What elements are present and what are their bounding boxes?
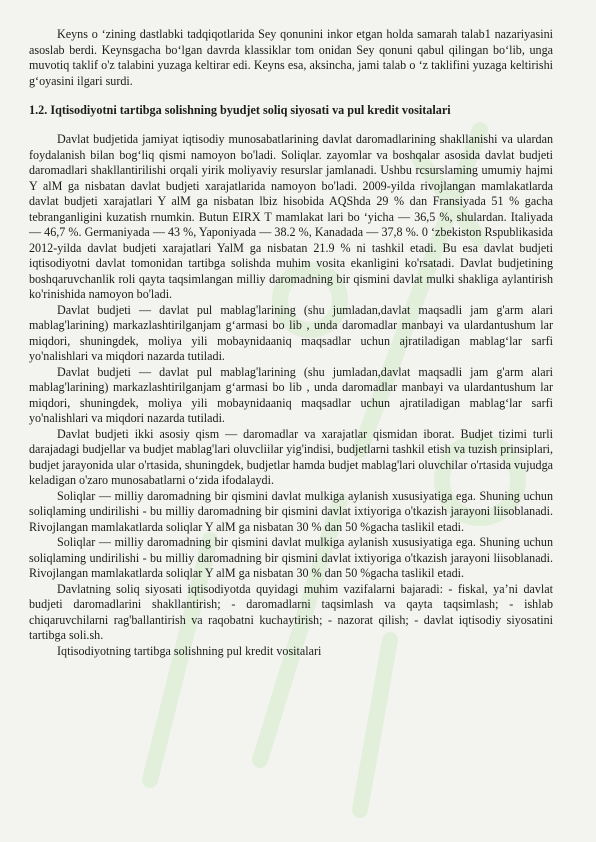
paragraph: Davlat budjeti ikki asosiy qism — daromadlar va xarajatlar qismidan iborat. Budjet tizimi turli darajadagi budjellar va budjet mablag'lari oluvcliilar yig'indisi, budjetlarni tashkil etish va tuzish prinsiplari, budjet jarayonida ular o'rtasida, shuningdek, budjetlar hamda budjet mablag'lari oluvchilar o'rtasida vujudga keladigan o'zaro munosabatlarni o‘zida ifodalaydi. bbox=[29, 426, 553, 487]
paragraph: Soliqlar — milliy daromadning bir qismini davlat mulkiga aylanish xususiyatiga ega. Shuning uchun soliqlaming undirilishi - bu milliy daromadning bir qismini davlat ixtiyoriga o'tkazish jarayoni liisoblanadi. Rivojlangan mamlakatlarda soliqlar Y alM ga nisbatan 30 % dan 50 %gacha taslikil etadi. bbox=[29, 488, 553, 534]
paragraph: Iqtisodiyotning tartibga solishning pul kredit vositalari bbox=[57, 643, 322, 658]
section-heading: 1.2. Iqtisodiyotni tartibga solishning byudjet soliq siyosati va pul kredit vositalari bbox=[29, 103, 451, 117]
intro-paragraph: Keyns o ‘zining dastlabki tadqiqotlarida Sey qonunini inkor etgan holda samarah talab1 nazariyasini asoslab berdi. Keynsgacha bo‘lgan davrda klassiklar tom onidan Sey qonuni qabul qilingan bo‘lib, unga muvotiq taklif o'z talabini yuzaga keltirar edi. Keyns esa, aksincha, jami talab o ‘z taklifini yuzaga keltirishi g‘oyasini ilgari surdi. bbox=[29, 27, 553, 88]
paragraph: Davlat budjetida jamiyat iqtisodiy munosabatlarining davlat daromadlarining shakllanishi va ulardan foydalanish bilan bog‘liq qismi namoyon bo'ladi. Soliqlar. zayomlar va boshqalar asosida davlat budjeti daromadlari shakllantirilishi orqali yirik moliyaviy resurslar jamlanadi. Ushbu rcsurslaming umumiy hajmi Y alM ga nisbatan davlat budjeti xarajatlarida namoyon bo'ladi. 2009-yilda rivojlangan mamlakatlarda davlat budjeti xarajatlari Y alM ga nisbatan lbiz hisobida AQShda 29 % dan Fransiyada 51 % gacha tebranganligini kuzatish rnumkin. Butun EIRX T mamlakat lari bo ‘yicha — 36,5 %, shulardan. Italiyada — 46,7 %. Germaniyada — 43 %, Yaponiyada — 38.2 %, Kanadada — 37,8 %. 0 ‘zbekiston Rspublikasida 2012-yilda davlat budjeti xarajatlari YalM ga nisbatan 21.9 % ni tashkil etadi. Bu esa davlat budjeti iqtisodiyotni davlat tomonidan tartibga solishda muhim vosita ekanligini ko'rsatadi. Davlat budjetining boshqaruvchanlik roli qayta taqsimlangan milliy daromadning bir qismini davlat mulki shakliga aylantirish ko'rinishida namoyon bo'ladi. bbox=[29, 132, 553, 301]
paragraph: Davlat budjeti — davlat pul mablag'larining (shu jumladan,davlat maqsadli jam g'arm alari mablag'larining) markazlashtirilganjam g‘armasi bo lib , unda daromadlar manbayi va ulardantushum lar miqdori, shuningdek, moliya yili mobaynidaaniq maqsadlar uchun ajratiladigan mablag‘lar sarfi yo'nalishlari va miqdori nazarda tutiladi. bbox=[29, 364, 553, 425]
paragraph: Soliqlar — milliy daromadning bir qismini davlat mulkiga aylanish xususiyatiga ega. Shuning uchun soliqlaming undirilishi - bu milliy daromadning bir qismini davlat ixtiyoriga o'tkazish jarayoni liisoblanadi. Rivojlangan mamlakatlarda soliqlar Y alM ga nisbatan 30 % dan 50 %gacha taslikil etadi. bbox=[29, 535, 553, 580]
paragraph: Davlatning soliq siyosati iqtisodiyotda quyidagi muhim vazifalarni bajaradi: - fiskal, ya’ni davlat budjeti daromadlarini shakllantirish; - daromadlarni taqsimlash va qayta taqsimlash; - ishlab chiqaruvchilarni rag'ballantirish va raqobatni kuchaytirish; - nazorat qilish; - davlat iqtisodiy siyosatini tartibga soli.sh. bbox=[29, 581, 553, 642]
paragraph: Davlat budjeti — davlat pul mablag'larining (shu jumladan,davlat maqsadli jam g'arm alari mablag'larining) markazlashtirilganjam g‘armasi bo lib , unda daromadlar manbayi va ulardantushum lar miqdori, shuningdek, moliya yili mobaynidaaniq maqsadlar uchun ajratiladigan mablag‘lar sarfi yo'nalishlari va miqdori nazarda tutiladi. bbox=[29, 302, 553, 363]
document-body bbox=[29, 27, 553, 659]
